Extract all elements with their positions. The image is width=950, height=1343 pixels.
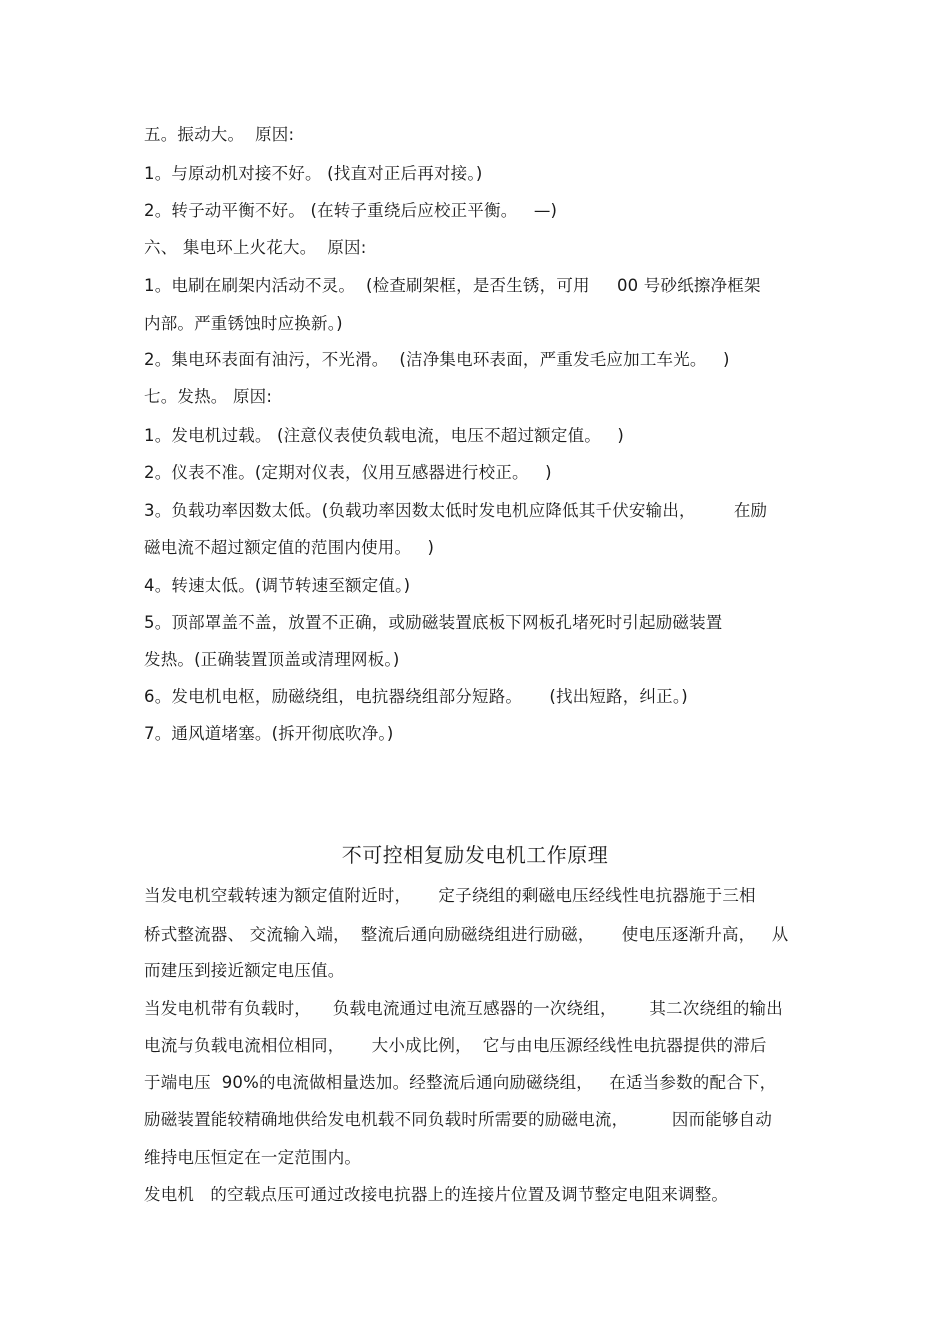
paragraph-line: 桥式整流器、 交流输入端， 整流后通向励磁绕组进行励磁， 使电压逐渐升高， 从: [144, 925, 789, 944]
paragraph-line: 当发电机带有负载时， 负载电流通过电流互感器的一次绕组， 其二次绕组的输出: [144, 999, 783, 1018]
paragraph-line: 励磁装置能较精确地供给发电机载不同负载时所需要的励磁电流， 因而能够自动: [144, 1110, 773, 1129]
paragraph-line: 发电机 的空载点压可通过改接电抗器上的连接片位置及调节整定电阻来调整。: [144, 1185, 729, 1204]
paragraph-line: 于端电压 90%的电流做相量迭加。经整流后通向励磁绕组， 在适当参数的配合下，: [144, 1073, 777, 1092]
list-item: 2。转子动平衡不好。 (在转子重绕后应校正平衡。 —): [144, 201, 558, 220]
list-item: 3。负载功率因数太低。(负载功率因数太低时发电机应降低其千伏安输出， 在励: [144, 501, 768, 520]
section-heading-heating: 七。发热。 原因:: [144, 387, 273, 406]
paragraph-line: 当发电机空载转速为额定值附近时， 定子绕组的剩磁电压经线性电抗器施于三相: [144, 886, 756, 905]
list-item: 4。转速太低。(调节转速至额定值。): [144, 576, 411, 595]
list-item: 6。发电机电枢，励磁绕组，电抗器绕组部分短路。 (找出短路，纠正。): [144, 687, 688, 706]
paragraph-line: 维持电压恒定在一定范围内。: [144, 1148, 362, 1167]
list-item: 2。集电环表面有油污，不光滑。 (洁净集电环表面，严重发毛应加工车光。 ): [144, 350, 730, 369]
section-title-working-principle: 不可控相复励发电机工作原理: [341, 843, 609, 867]
section-heading-vibration: 五。振动大。 原因:: [144, 125, 295, 144]
list-item: 1。电刷在刷架内活动不灵。 (检查刷架框，是否生锈，可用 00 号砂纸擦净框架: [144, 276, 761, 295]
list-item: 1。发电机过载。 (注意仪表使负载电流，电压不超过额定值。 ): [144, 426, 624, 445]
paragraph-line: 电流与负载电流相位相同， 大小成比例， 它与由电压源经线性电抗器提供的滞后: [144, 1036, 767, 1055]
list-item-continuation: 内部。严重锈蚀时应换新。): [144, 314, 343, 333]
list-item-continuation: 磁电流不超过额定值的范围内使用。 ): [144, 538, 435, 557]
paragraph-line: 而建压到接近额定电压值。: [144, 961, 345, 980]
list-item: 7。通风道堵塞。(拆开彻底吹净。): [144, 724, 394, 743]
section-heading-collector-ring-sparks: 六、 集电环上火花大。 原因:: [144, 238, 367, 257]
list-item: 1。与原动机对接不好。 (找直对正后再对接。): [144, 164, 483, 183]
list-item-continuation: 发热。(正确装置顶盖或清理网板。): [144, 650, 400, 669]
list-item: 2。仪表不准。(定期对仪表，仪用互感器进行校正。 ): [144, 463, 552, 482]
list-item: 5。顶部罩盖不盖，放置不正确，或励磁装置底板下网板孔堵死时引起励磁装置: [144, 613, 723, 632]
